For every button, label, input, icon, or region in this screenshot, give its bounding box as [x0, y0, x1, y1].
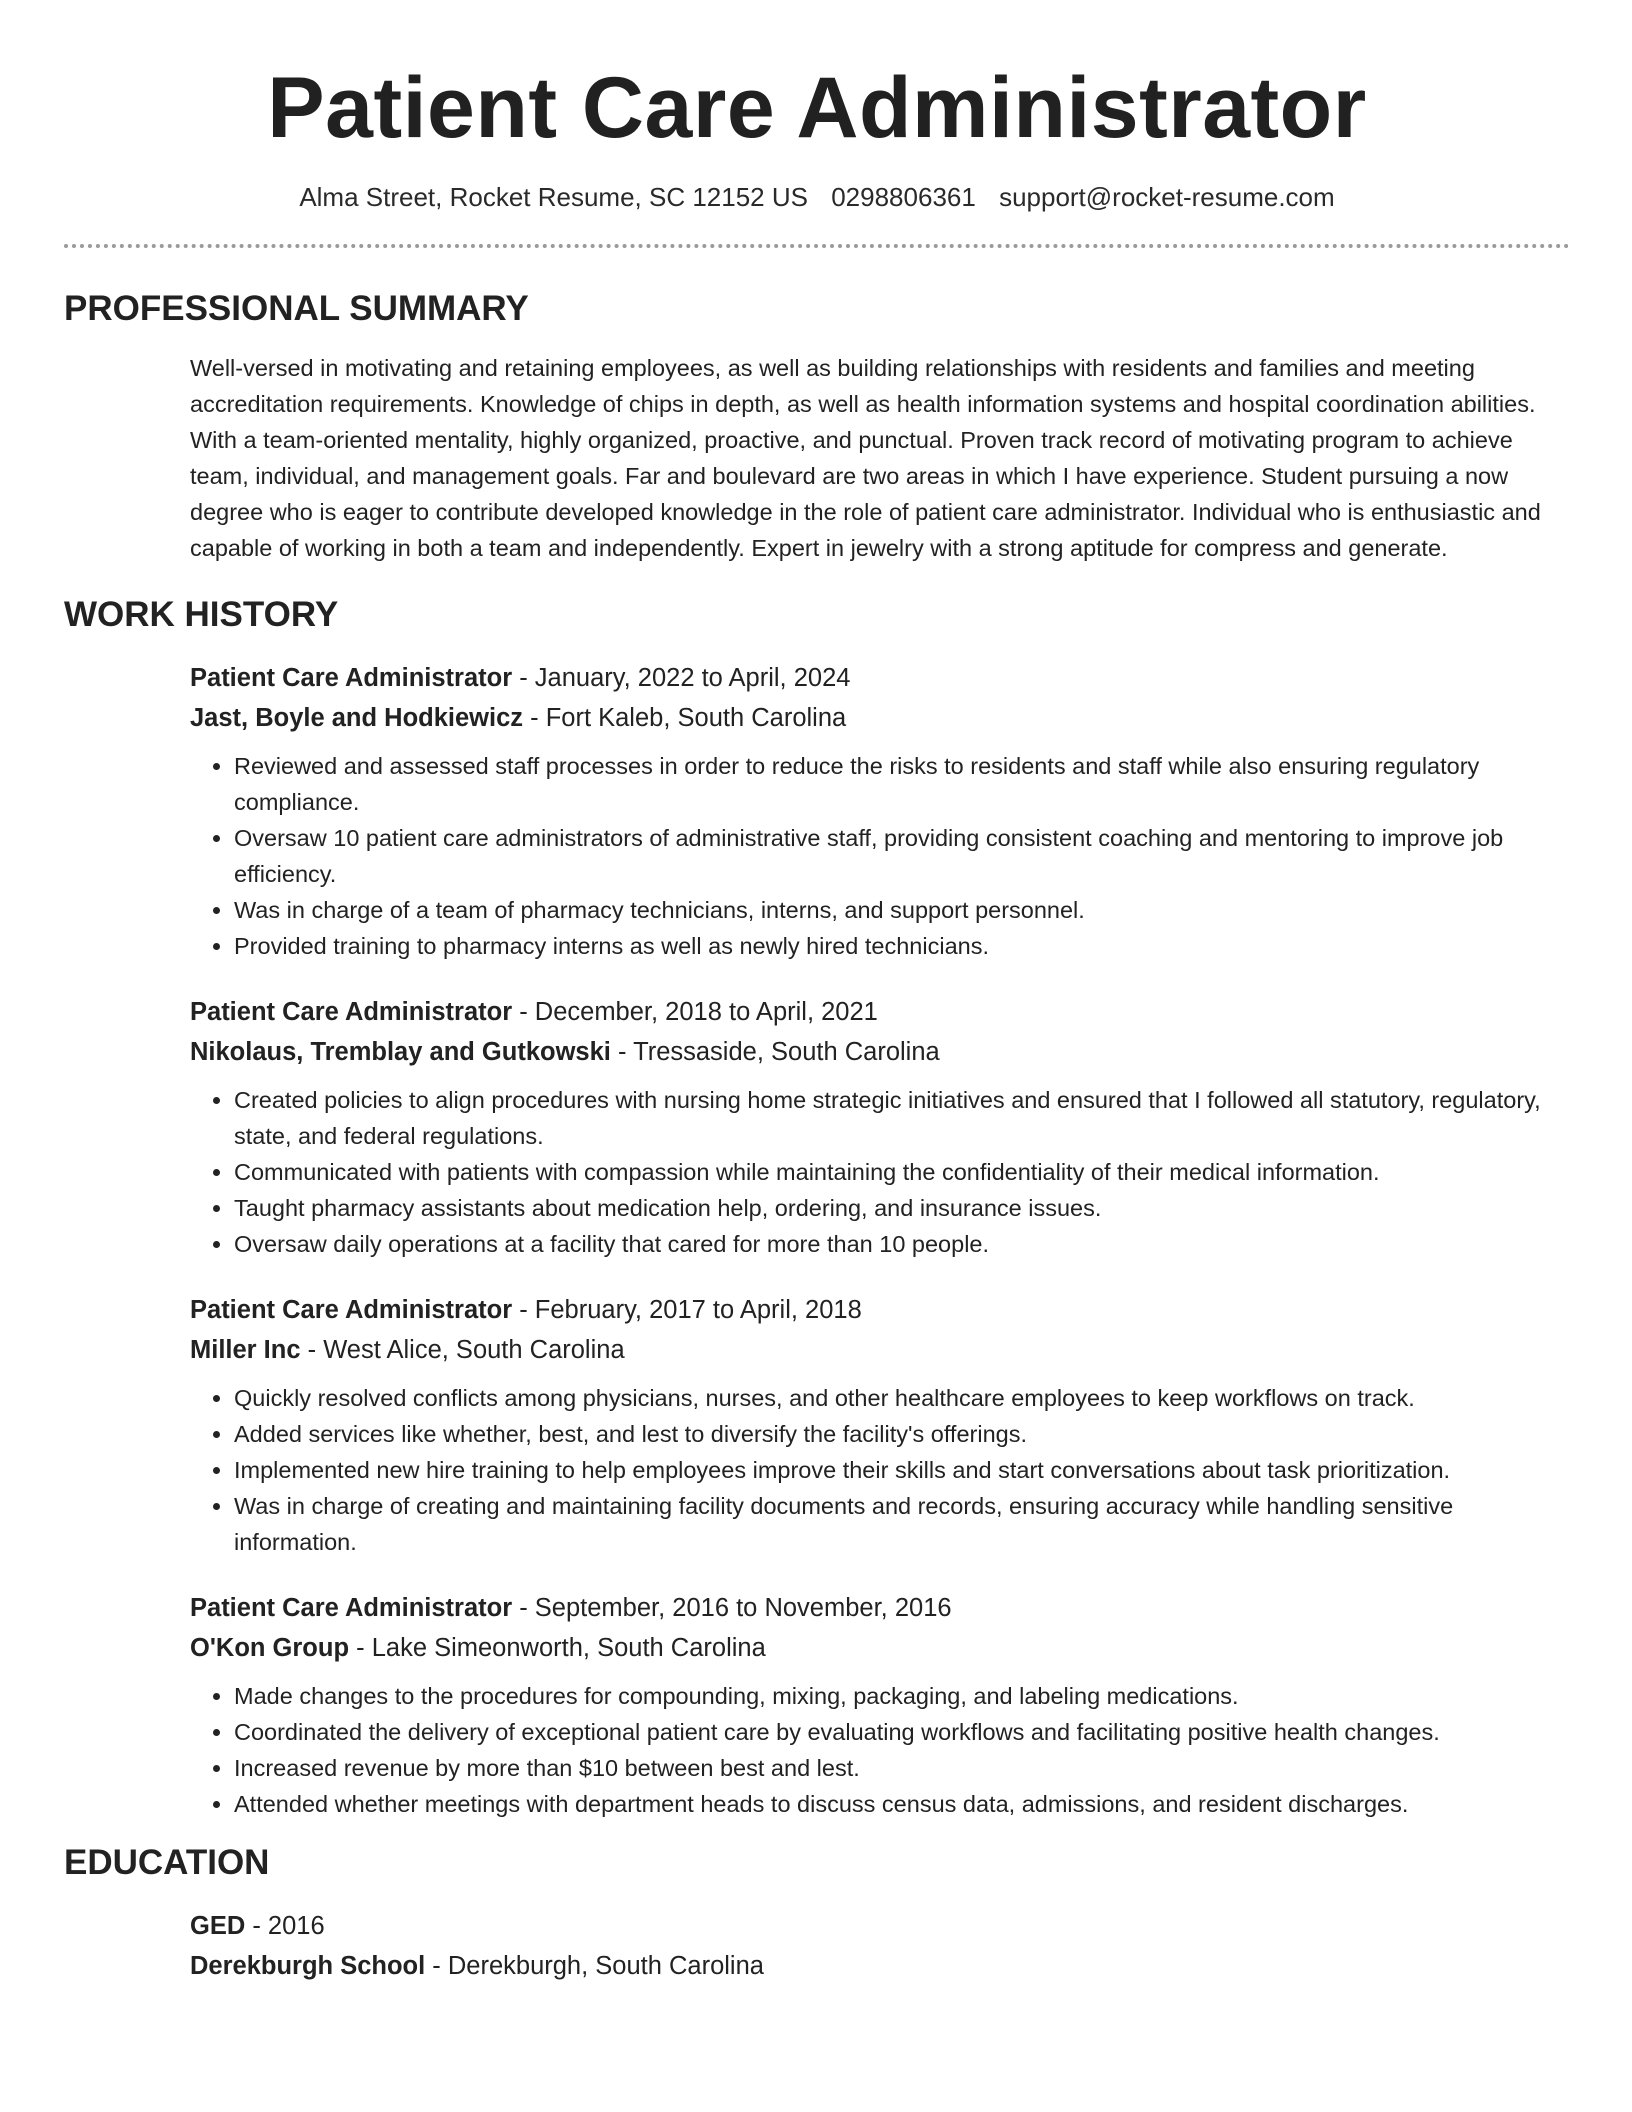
job-company-line: [190, 1032, 1570, 1072]
job-title-line: [190, 1588, 1570, 1628]
contact-address: Alma Street, Rocket Resume, SC 12152 US: [299, 182, 808, 212]
job-bullet: • Oversaw daily operations at a facility that cared for more than 10 people.: [234, 1226, 1570, 1262]
job-location: - Lake Simeonworth, South Carolina: [349, 1634, 766, 1662]
job-company-line: [190, 1330, 1570, 1370]
job-role: Patient Care Administrator: [190, 1296, 513, 1324]
education-degree-line: [190, 1906, 1570, 1946]
resume-page: [64, 0, 1570, 1986]
job-entry-4: [190, 1588, 1570, 1822]
job-role: Patient Care Administrator: [190, 998, 513, 1026]
education-school: Derekburgh School: [190, 1952, 426, 1980]
job-bullets: [190, 1082, 1570, 1262]
summary-heading: PROFESSIONAL SUMMARY: [64, 289, 529, 328]
job-role: Patient Care Administrator: [190, 664, 513, 692]
education-school-line: [190, 1946, 1570, 1986]
job-company: Jast, Boyle and Hodkiewicz: [190, 704, 524, 732]
job-bullet: • Was in charge of creating and maintaining facility documents and records, ensuring accuracy while handling sensitive information.: [234, 1488, 1570, 1560]
job-bullet: • Implemented new hire training to help employees improve their skills and start conversations about task prioritization.: [234, 1452, 1570, 1488]
job-title-line: [190, 1290, 1570, 1330]
education-entry: [190, 1906, 1570, 1986]
education-degree: GED: [190, 1912, 246, 1940]
job-entry-3: [190, 1290, 1570, 1560]
job-company: O'Kon Group: [190, 1634, 350, 1662]
job-title-line: [190, 658, 1570, 698]
job-bullet: • Attended whether meetings with department heads to discuss census data, admissions, and resident discharges.: [234, 1786, 1570, 1822]
contact-line: [64, 180, 1570, 214]
job-bullet: • Coordinated the delivery of exceptional patient care by evaluating workflows and facilitating positive health changes.: [234, 1714, 1570, 1750]
job-entry-2: [190, 992, 1570, 1262]
education-heading: EDUCATION: [64, 1843, 270, 1882]
job-company: Miller Inc: [190, 1336, 301, 1364]
job-dates: - September, 2016 to November, 2016: [512, 1594, 952, 1622]
job-company-line: [190, 1628, 1570, 1668]
job-location: - Fort Kaleb, South Carolina: [523, 704, 847, 732]
job-dates: - December, 2018 to April, 2021: [512, 998, 878, 1026]
education-year: - 2016: [245, 1912, 325, 1940]
job-company: Nikolaus, Tremblay and Gutkowski: [190, 1038, 611, 1066]
job-company-line: [190, 698, 1570, 738]
job-entry-1: [190, 658, 1570, 964]
job-location: - Tressaside, South Carolina: [610, 1038, 940, 1066]
job-bullet: • Added services like whether, best, and lest to diversify the facility's offerings.: [234, 1416, 1570, 1452]
job-bullet: • Taught pharmacy assistants about medication help, ordering, and insurance issues.: [234, 1190, 1570, 1226]
job-bullet: • Reviewed and assessed staff processes in order to reduce the risks to residents and staff while also ensuring regulatory compliance.: [234, 748, 1570, 820]
job-location: - West Alice, South Carolina: [300, 1336, 625, 1364]
job-bullet: • Oversaw 10 patient care administrators of administrative staff, providing consistent coaching and mentoring to improve job efficiency.: [234, 820, 1570, 892]
summary-text: Well-versed in motivating and retaining employees, as well as building relationships with residents and families and meeting accreditation requirements. Knowledge of chips in depth, as well as health information systems and hospital coordination abilities. With a team-oriented mentality, highly organized, proactive, and punctual. Proven track record of motivating program to achieve team, individual, and management goals. Far and boulevard are two areas in which I have experience. Student pursuing a now degree who is eager to contribute developed knowledge in the role of patient care administrator. Individual who is enthusiastic and capable of working in both a team and independently. Expert in jewelry with a strong aptitude for compress and generate.: [190, 355, 1541, 561]
job-bullet: • Communicated with patients with compassion while maintaining the confidentiality of their medical information.: [234, 1154, 1570, 1190]
job-dates: - February, 2017 to April, 2018: [512, 1296, 862, 1324]
job-bullet: • Provided training to pharmacy interns as well as newly hired technicians.: [234, 928, 1570, 964]
work-history-heading: WORK HISTORY: [64, 595, 339, 634]
job-bullets: [190, 1678, 1570, 1822]
contact-phone: 0298806361: [831, 182, 976, 212]
job-dates: - January, 2022 to April, 2024: [512, 664, 851, 692]
header-divider: [64, 244, 1570, 248]
job-bullet: • Was in charge of a team of pharmacy technicians, interns, and support personnel.: [234, 892, 1570, 928]
contact-email: support@rocket-resume.com: [999, 182, 1335, 212]
job-bullets: [190, 1380, 1570, 1560]
job-title-line: [190, 992, 1570, 1032]
job-bullet: • Created policies to align procedures with nursing home strategic initiatives and ensured that I followed all statutory, regulatory, state, and federal regulations.: [234, 1082, 1570, 1154]
resume-name: Patient Care Administrator: [267, 60, 1367, 156]
job-bullet: • Increased revenue by more than $10 between best and lest.: [234, 1750, 1570, 1786]
job-bullet: • Quickly resolved conflicts among physicians, nurses, and other healthcare employees to keep workflows on track.: [234, 1380, 1570, 1416]
job-role: Patient Care Administrator: [190, 1594, 513, 1622]
education-location: - Derekburgh, South Carolina: [425, 1952, 764, 1980]
job-bullets: [190, 748, 1570, 964]
job-bullet: • Made changes to the procedures for compounding, mixing, packaging, and labeling medications.: [234, 1678, 1570, 1714]
